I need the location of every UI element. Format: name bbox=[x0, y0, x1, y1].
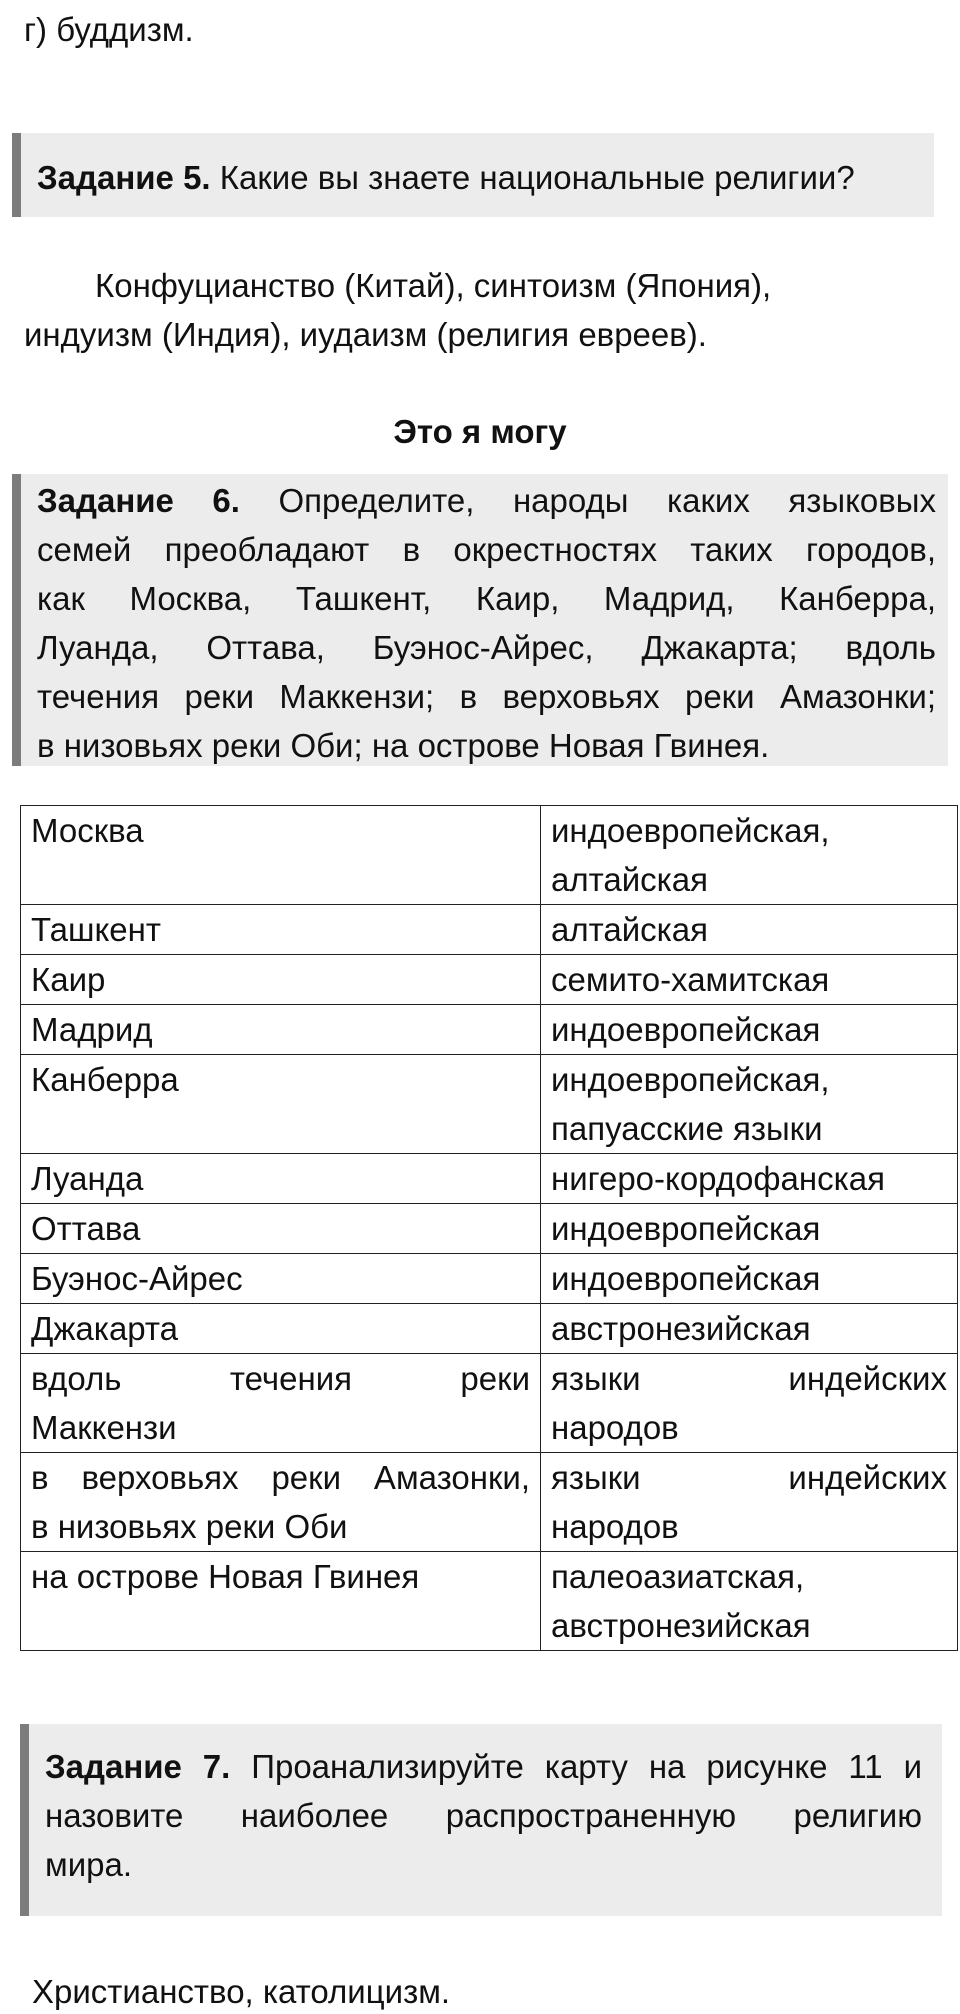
language-family-text: языки индейских bbox=[551, 1360, 947, 1397]
place-cell bbox=[21, 1254, 541, 1304]
place-cell bbox=[21, 1204, 541, 1254]
place-cell bbox=[21, 1552, 541, 1651]
task-6-box bbox=[12, 474, 948, 766]
place-text: Каир bbox=[31, 961, 106, 998]
place-cell bbox=[21, 905, 541, 955]
place-cell bbox=[21, 1154, 541, 1204]
language-family-cell bbox=[541, 1055, 958, 1154]
language-families-table bbox=[20, 805, 958, 1651]
place-text: Канберра bbox=[31, 1061, 179, 1098]
place-text: Оттава bbox=[31, 1210, 141, 1247]
language-family-cell bbox=[541, 1005, 958, 1055]
language-family-cell bbox=[541, 1453, 958, 1552]
place-cell bbox=[21, 1453, 541, 1552]
language-family-text: индоевропейская, bbox=[551, 812, 830, 849]
language-family-text: народов bbox=[551, 1508, 679, 1545]
task-5-question: Какие вы знаете национальные религии? bbox=[210, 159, 855, 196]
place-text: Джакарта bbox=[31, 1310, 179, 1347]
task-5-answer-line-1: Конфуцианство (Китай), синтоизм (Япония), bbox=[95, 267, 772, 304]
table-row bbox=[21, 955, 958, 1005]
language-family-text: нигеро-кордофанская bbox=[551, 1160, 885, 1197]
place-cell bbox=[21, 806, 541, 905]
table-body bbox=[21, 806, 958, 1651]
task-6-line-3: как Москва, Ташкент, Каир, Мадрид, Канберра, bbox=[37, 580, 936, 617]
language-family-text: семито-хамитская bbox=[551, 961, 830, 998]
place-cell bbox=[21, 1304, 541, 1354]
task-7-line-3: мира. bbox=[45, 1846, 132, 1883]
table-row bbox=[21, 1453, 958, 1552]
language-family-text: языки индейских bbox=[551, 1459, 947, 1496]
language-family-text: палеоазиатская, bbox=[551, 1558, 805, 1595]
table-row bbox=[21, 1254, 958, 1304]
place-text: Ташкент bbox=[31, 911, 162, 948]
task-7-answer: Христианство, католицизм. bbox=[32, 1973, 451, 2010]
language-family-text: индоевропейская bbox=[551, 1260, 821, 1297]
place-text: Луанда bbox=[31, 1160, 144, 1197]
place-cell bbox=[21, 955, 541, 1005]
language-family-cell bbox=[541, 806, 958, 905]
task-6-line-2: семей преобладают в окрестностях таких городов, bbox=[37, 531, 936, 568]
place-text: на острове Новая Гвинея bbox=[31, 1558, 420, 1595]
table-row bbox=[21, 1304, 958, 1354]
table-row bbox=[21, 1204, 958, 1254]
place-cell bbox=[21, 1005, 541, 1055]
place-text: в низовьях реки Оби bbox=[31, 1508, 348, 1545]
section-heading: Это я могу bbox=[393, 413, 567, 450]
language-family-text: алтайская bbox=[551, 861, 709, 898]
task-5-answer-line-2: индуизм (Индия), иудаизм (религия евреев). bbox=[24, 316, 707, 353]
language-family-text: индоевропейская bbox=[551, 1011, 821, 1048]
language-family-text: народов bbox=[551, 1409, 679, 1446]
table-row bbox=[21, 1055, 958, 1154]
table-row bbox=[21, 1552, 958, 1651]
task-6-line-1: Определите, народы каких языковых bbox=[278, 482, 937, 519]
place-cell bbox=[21, 1354, 541, 1453]
language-family-cell bbox=[541, 1354, 958, 1453]
table-row bbox=[21, 905, 958, 955]
language-family-text: австронезийская bbox=[551, 1607, 811, 1644]
place-text: Буэнос-Айрес bbox=[31, 1260, 243, 1297]
place-text: Москва bbox=[31, 812, 144, 849]
language-family-cell bbox=[541, 905, 958, 955]
language-family-text: папуасские языки bbox=[551, 1110, 823, 1147]
table-row bbox=[21, 1005, 958, 1055]
table-row bbox=[21, 1154, 958, 1204]
task-7-line-1: Проанализируйте карту на рисунке 11 и bbox=[230, 1748, 923, 1785]
task-5-box bbox=[12, 133, 934, 217]
table-row bbox=[21, 806, 958, 905]
table-row bbox=[21, 1354, 958, 1453]
language-family-cell bbox=[541, 1304, 958, 1354]
task-7-label: Задание 7. bbox=[45, 1748, 231, 1785]
language-family-cell bbox=[541, 1552, 958, 1651]
answer-line-buddhism: г) буддизм. bbox=[24, 11, 194, 48]
place-text: вдоль течения реки bbox=[31, 1360, 530, 1397]
task-5-label: Задание 5. bbox=[37, 159, 211, 196]
language-family-cell bbox=[541, 1154, 958, 1204]
place-text: Маккензи bbox=[31, 1409, 177, 1446]
language-family-cell bbox=[541, 1254, 958, 1304]
language-family-text: австронезийская bbox=[551, 1310, 811, 1347]
place-text: в верховьях реки Амазонки, bbox=[31, 1459, 530, 1496]
language-family-cell bbox=[541, 1204, 958, 1254]
language-family-text: индоевропейская bbox=[551, 1210, 821, 1247]
task-6-line-6: в низовьях реки Оби; на острове Новая Гвинея. bbox=[37, 727, 770, 764]
task-6-line-4: Луанда, Оттава, Буэнос-Айрес, Джакарта; вдоль bbox=[37, 629, 936, 666]
language-family-text: алтайская bbox=[551, 911, 709, 948]
place-text: Мадрид bbox=[31, 1011, 153, 1048]
task-7-box bbox=[20, 1724, 942, 1916]
task-7-line-2: назовите наиболее распространенную религию bbox=[45, 1797, 922, 1834]
task-6-line-5: течения реки Маккензи; в верховьях реки Амазонки; bbox=[37, 678, 936, 715]
language-family-text: индоевропейская, bbox=[551, 1061, 830, 1098]
place-cell bbox=[21, 1055, 541, 1154]
language-family-cell bbox=[541, 955, 958, 1005]
task-6-label: Задание 6. bbox=[37, 482, 240, 519]
